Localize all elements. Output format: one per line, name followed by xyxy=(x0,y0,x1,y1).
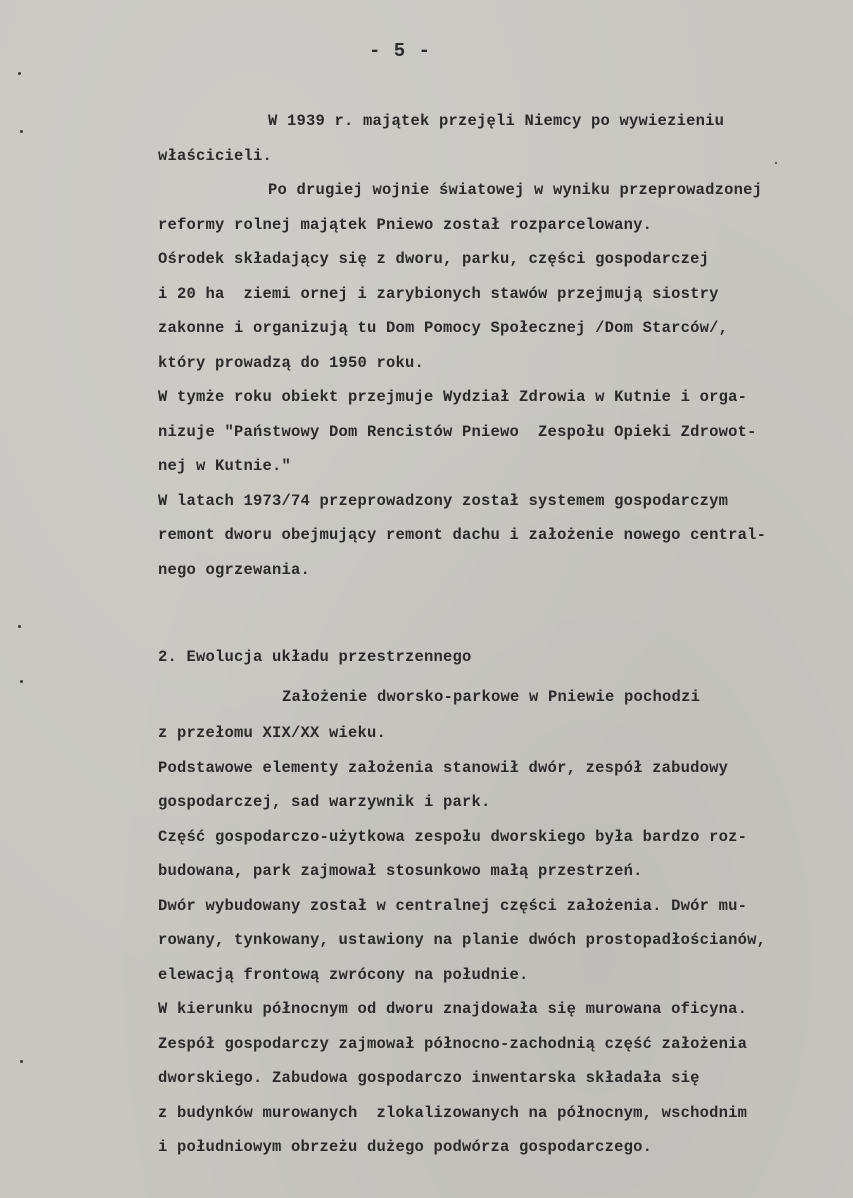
text-line: który prowadzą do 1950 roku. xyxy=(158,354,425,372)
paper-speck xyxy=(775,162,777,164)
text-line: reformy rolnej majątek Pniewo został rozparcelowany. xyxy=(158,216,653,234)
text-line: remont dworu obejmujący remont dachu i założenie nowego central- xyxy=(158,526,767,544)
text-line: właścicieli. xyxy=(158,147,273,165)
text-line: Zespół gospodarczy zajmował północno-zachodnią część założenia xyxy=(158,1035,748,1053)
page-number: - 5 - xyxy=(368,40,431,62)
text-line: budowana, park zajmował stosunkowo małą przestrzeń. xyxy=(158,862,643,880)
text-line: dworskiego. Zabudowa gospodarczo inwentarska składała się xyxy=(158,1069,700,1087)
paper-speck xyxy=(20,680,23,683)
text-line: Podstawowe elementy założenia stanowił dwór, zespół zabudowy xyxy=(158,759,729,777)
text-line: Dwór wybudowany został w centralnej części założenia. Dwór mu- xyxy=(158,897,748,915)
text-line: W tymże roku obiekt przejmuje Wydział Zdrowia w Kutnie i orga- xyxy=(158,388,748,406)
text-line: i południowym obrzeżu dużego podwórza gospodarczego. xyxy=(158,1138,653,1156)
text-line: rowany, tynkowany, ustawiony na planie dwóch prostopadłościanów, xyxy=(158,931,767,949)
text-line: z budynków murowanych zlokalizowanych na północnym, wschodnim xyxy=(158,1104,748,1122)
text-line: zakonne i organizują tu Dom Pomocy Społecznej /Dom Starców/, xyxy=(158,319,729,337)
text-line: i 20 ha ziemi ornej i zarybionych stawów przejmują siostry xyxy=(158,285,719,303)
text-line: z przełomu XIX/XX wieku. xyxy=(158,724,387,742)
text-line: W latach 1973/74 przeprowadzony został systemem gospodarczym xyxy=(158,492,729,510)
text-line: Po drugiej wojnie światowej w wyniku przeprowadzonej xyxy=(268,181,763,199)
text-line: nej w Kutnie." xyxy=(158,457,292,475)
text-line: Ośrodek składający się z dworu, parku, części gospodarczej xyxy=(158,250,710,268)
text-line: Część gospodarczo-użytkowa zespołu dworskiego była bardzo roz- xyxy=(158,828,748,846)
paper-speck xyxy=(18,72,21,75)
text-line: Założenie dworsko-parkowe w Pniewie pochodzi xyxy=(282,688,701,706)
text-line: W kierunku północnym od dworu znajdowała się murowana oficyna. xyxy=(158,1000,748,1018)
text-line: nizuje "Państwowy Dom Rencistów Pniewo Zespołu Opieki Zdrowot- xyxy=(158,423,757,441)
text-line: gospodarczej, sad warzywnik i park. xyxy=(158,793,491,811)
text-line: nego ogrzewania. xyxy=(158,561,311,579)
text-line: W 1939 r. majątek przejęli Niemcy po wywiezieniu xyxy=(268,112,725,130)
text-line: elewacją frontową zwrócony na południe. xyxy=(158,966,529,984)
paper-speck xyxy=(18,625,21,628)
paper-speck xyxy=(20,130,23,133)
section-heading: 2. Ewolucja układu przestrzennego xyxy=(158,648,472,666)
paper-speck xyxy=(20,1060,23,1063)
